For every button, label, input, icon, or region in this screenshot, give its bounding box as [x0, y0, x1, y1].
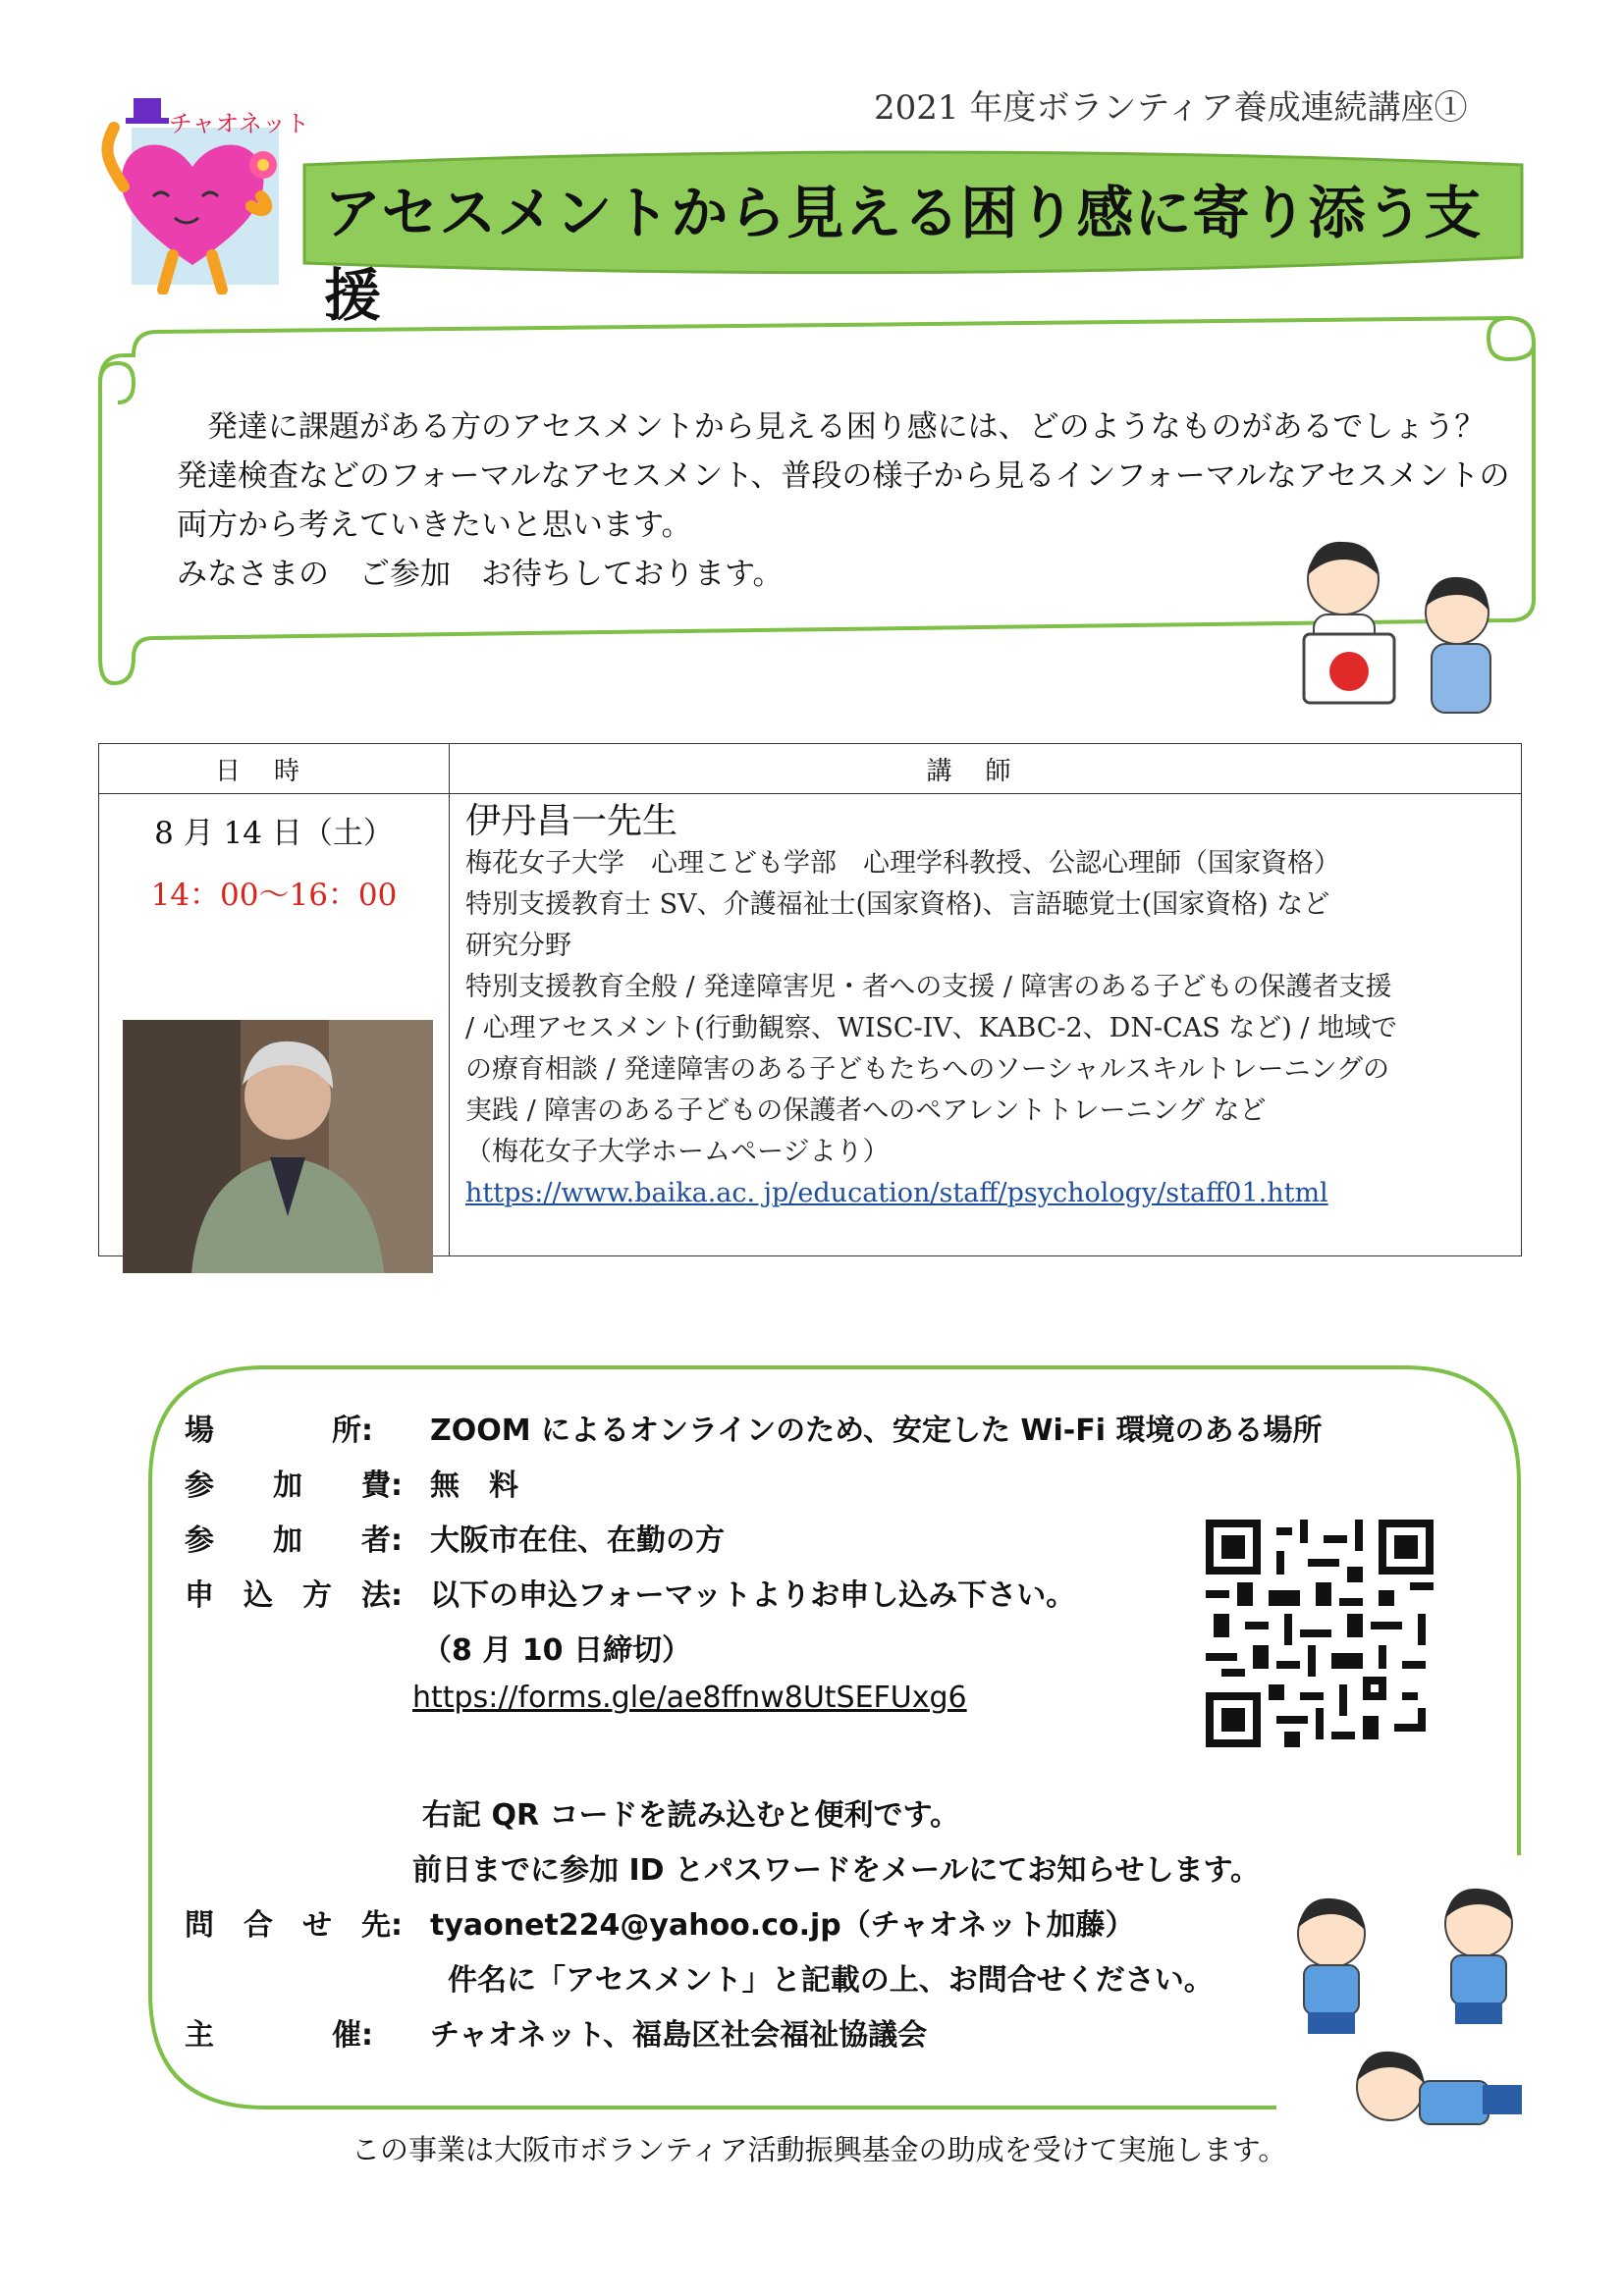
event-date: 8 月 14 日（土）	[154, 816, 394, 851]
intro-line: みなさまの ご参加 お待ちしております。	[177, 557, 784, 592]
research-line: 特別支援教育全般 / 発達障害児・者への支援 / 障害のある子どもの保護者支援	[465, 972, 1392, 1002]
lecturer-name: 伊丹昌一先生	[465, 801, 678, 841]
jumping-children-illustration	[1272, 1875, 1557, 2169]
contact-note: 件名に「アセスメント」と記載の上、お問合せください。	[448, 1963, 1214, 1998]
place-row	[185, 1406, 1322, 1449]
form-link[interactable]: https://forms.gle/ae8ffnw8UtSEFUxg6	[412, 1681, 967, 1715]
lecturer-header: 講師	[450, 744, 1522, 794]
host-row	[185, 2010, 927, 2054]
fee-label: 参 加 費:	[185, 1468, 403, 1503]
intro-line: 発達に課題がある方のアセスメントから見える困り感には、どのようなものがあるでしょう？	[177, 409, 1486, 445]
page-title: アセスメントから見える困り感に寄り添う支援	[324, 180, 1483, 329]
fee-row	[185, 1461, 518, 1504]
fee-value: 無 料	[430, 1468, 518, 1503]
apply-value: 以下の申込フォーマットよりお申し込み下さい。	[430, 1578, 1076, 1613]
target-row	[185, 1516, 725, 1559]
qr-code[interactable]	[1206, 1520, 1434, 1747]
logo-text: チャオネット	[169, 110, 310, 137]
id-note: 前日までに参加 ID とパスワードをメールにてお知らせします。	[412, 1853, 1261, 1888]
place-value: ZOOM によるオンラインのため、安定した Wi-Fi 環境のある場所	[430, 1414, 1323, 1448]
research-line: 実践 / 障害のある子どもの保護者へのペアレントトレーニング など	[465, 1095, 1267, 1126]
research-line: / 心理アセスメント(行動観察、WISC-IV、KABC-2、DN-CAS など) / 地域で	[465, 1013, 1398, 1043]
date-cell	[99, 794, 450, 1256]
date-header: 日時	[99, 744, 450, 794]
place-label: 場 所:	[185, 1414, 373, 1448]
series-title: 2021 年度ボランティア養成連続講座①	[874, 88, 1468, 128]
lecturer-photo	[123, 1020, 433, 1273]
target-label: 参 加 者:	[185, 1523, 403, 1558]
contact-value[interactable]: tyaonet224@yahoo.co.jp（チャオネット加藤）	[430, 1908, 1135, 1943]
event-time: 14：00〜16：00	[150, 878, 398, 913]
contact-label: 問 合 せ 先:	[185, 1908, 403, 1943]
contact-row	[185, 1900, 1135, 1944]
lecturer-qualifications: 特別支援教育士 SV、介護福祉士(国家資格)、言語聴覚士(国家資格) など	[465, 889, 1330, 920]
research-heading: 研究分野	[465, 931, 571, 961]
lecturer-profile-link[interactable]: https://www.baika.ac. jp/education/staff/psychology/staff01.html	[465, 1178, 1328, 1208]
intro-line: 両方から考えていきたいと思います。	[177, 507, 692, 543]
apply-label: 申 込 方 法:	[185, 1578, 403, 1613]
teacher-child-illustration	[1284, 530, 1520, 726]
host-label: 主 催:	[185, 2018, 373, 2053]
intro-line: 発達検査などのフォーマルなアセスメント、普段の様子から見るインフォーマルなアセスメントの	[177, 458, 1510, 494]
lecturer-cell	[450, 794, 1522, 1256]
qr-note: 右記 QR コードを読み込むと便利です。	[422, 1798, 960, 1833]
source-note: （梅花女子大学ホームページより）	[465, 1137, 890, 1167]
event-info-table	[98, 743, 1522, 1256]
target-value: 大阪市在住、在勤の方	[430, 1523, 725, 1558]
lecturer-affiliation: 梅花女子大学 心理こども学部 心理学科教授、公認心理師（国家資格）	[465, 848, 1340, 879]
research-line: の療育相談 / 発達障害のある子どもたちへのソーシャルスキルトレーニングの	[465, 1054, 1390, 1085]
footer-note: この事業は大阪市ボランティア活動振興基金の助成を受けて実施します。	[352, 2133, 1287, 2166]
host-value: チャオネット、福島区社会福祉協議会	[430, 2018, 928, 2053]
deadline: （8 月 10 日締切）	[422, 1633, 691, 1668]
apply-row	[185, 1571, 1075, 1614]
